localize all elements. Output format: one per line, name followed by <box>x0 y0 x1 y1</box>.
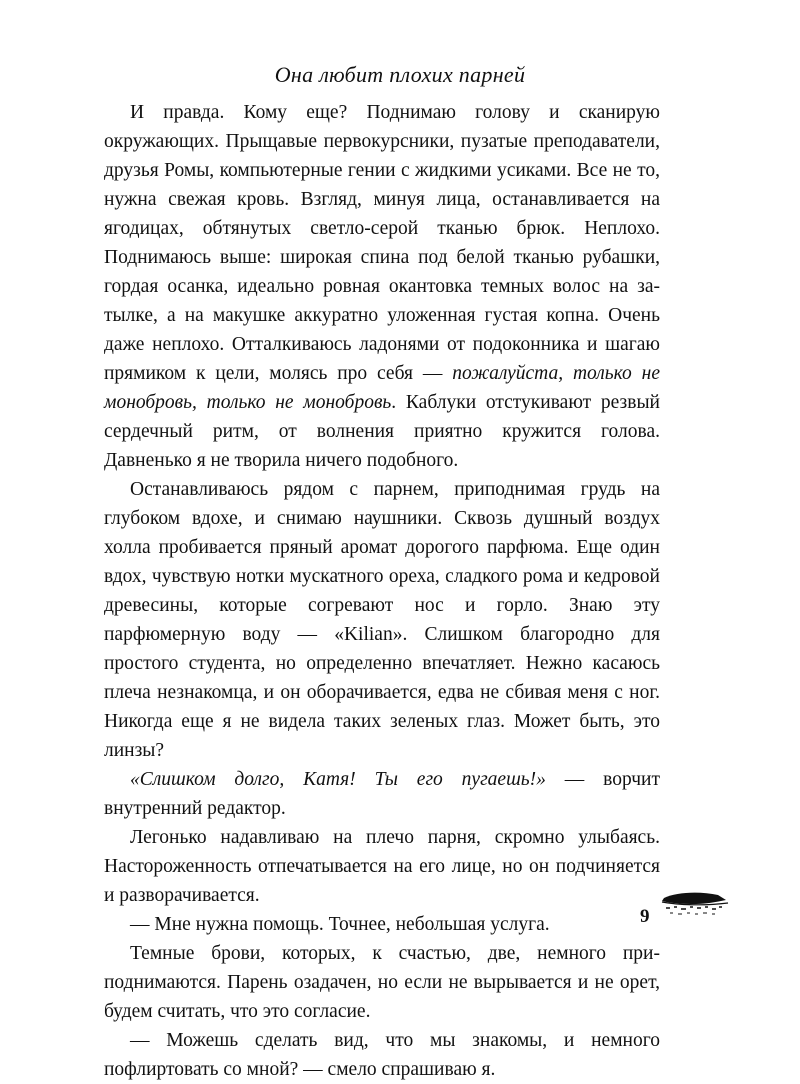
text-run: Темные брови, которых, к счастью, две, немного приподнимаются. Парень озадачен, но если не вырывается и не орет, будем считать, что это согласие. <box>104 943 660 1022</box>
paragraph <box>104 910 660 939</box>
paragraph <box>104 1026 660 1084</box>
text-run: . Каблуки отстукивают резвый сердечный ритм, от волнения приятно кружится голова. Давненько я не творила ничего подобного. <box>104 392 660 471</box>
paragraph <box>104 98 660 475</box>
text-run: — ворчит внутренний редактор. <box>104 769 660 819</box>
page-ornament-icon <box>656 886 732 922</box>
text-run: — Мне нужна помощь. Точнее, небольшая услуга. <box>130 914 550 935</box>
text-run: Останавливаюсь рядом с парнем, приподнимая грудь на глубоком вдохе, и снимаю наушники. Сквозь душный воздух холла пробивается пряный аромат дорогого парфюма. Еще один вдох, чувствую нотки мускатного ореха, сладкого рома и кедровой древесины, которые согревают нос и горло. Знаю эту парфюмерную воду — «Kilian». Слишком благородно для простого студента, но определенно впечатляет. Нежно касаюсь плеча незнакомца, и он оборачивается, едва не сбивая меня с ног. Никогда еще я не видела таких зеленых глаз. Может быть, это линзы? <box>104 479 660 761</box>
page-number: 9 <box>640 906 650 927</box>
body-text <box>104 98 660 1084</box>
paragraph <box>104 475 660 765</box>
text-run: — Можешь сделать вид, что мы знакомы, и немного пофлиртовать со мной? — смело спрашиваю я. <box>104 1030 660 1080</box>
text-run: И правда. Кому еще? Поднимаю голову и сканирую окружающих. Прыщавые первокурсники, пузатые преподаватели, друзья Ромы, компьютерные гении с жидкими усиками. Все не то, нужна свежая кровь. Взгляд, минуя лица, останавливается на ягодицах, обтянутых светло-серой тканью брюк. Неплохо. Поднимаюсь выше: широкая спина под белой тканью рубашки, гордая осанка, идеально ровная окантовка темных волос на затылке, а на макушке аккуратно уложенная густая копна. Очень даже неплохо. Отталкиваюсь ладонями от подоконника и шагаю прямиком к цели, молясь про себя — <box>104 102 660 384</box>
italic-text-run: пожалуйста, только не монобровь, только не монобровь <box>104 363 660 413</box>
paragraph <box>104 939 660 1026</box>
italic-text-run: «Слишком долго, Катя! Ты его пугаешь!» <box>130 769 546 790</box>
paragraph <box>104 823 660 910</box>
running-header: Она любит плохих парней <box>274 62 526 87</box>
paragraph <box>104 765 660 823</box>
text-run: Легонько надавливаю на плечо парня, скромно улыбаясь. Настороженность отпечатывается на его лице, но он подчиняется и разворачивается. <box>104 827 660 906</box>
